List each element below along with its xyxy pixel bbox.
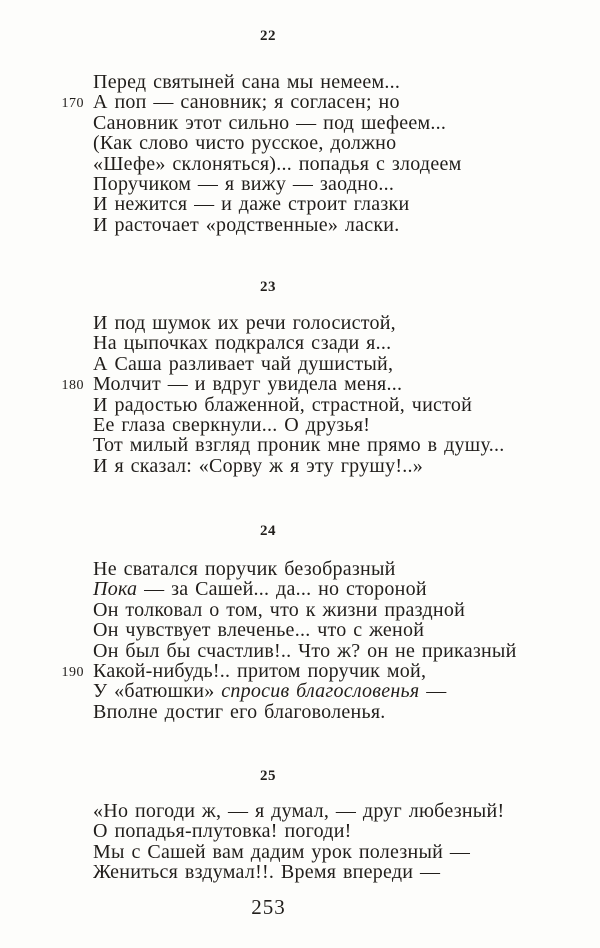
poem-line	[93, 435, 563, 455]
poem-line-text: Вполне достиг его благоволенья.	[93, 700, 386, 723]
poem-line	[93, 456, 563, 476]
stanza-lines	[61, 558, 563, 723]
poem-line	[61, 373, 563, 396]
poem-line-text: Молчит — и вдруг увидела меня...	[93, 373, 403, 396]
poem-line	[93, 333, 563, 353]
poem-line-text: Сановник этот сильно — под шефеем...	[93, 111, 447, 134]
poem-line-text: Пока — за Сашей... да... но стороной	[93, 578, 427, 601]
poem-line-text: И радостью блаженной, страстной, чистой	[93, 393, 473, 416]
poem-line	[93, 194, 563, 214]
poem-line	[93, 72, 563, 92]
line-number: 190	[61, 665, 84, 681]
poem-line-text: И под шумок их речи голосистой,	[93, 312, 396, 334]
poem-line	[93, 821, 563, 841]
poem-line-text: Он чувствует влеченье... что с женой	[93, 619, 425, 642]
page-number: 253	[251, 895, 286, 919]
poem-line-text: Ее глаза сверкнули... О друзья!	[93, 414, 371, 437]
poem-line-text: О попадья-плутовка! погоди!	[93, 820, 352, 843]
poem-line-text: Жениться вздумал!!. Время впереди —	[93, 861, 441, 884]
poem-line	[93, 154, 563, 174]
poem-line	[93, 702, 563, 722]
poem-line-text: И нежится — и даже строит глазки	[93, 193, 410, 216]
poem-line-text: Он был бы счастлив!.. Что ж? он не приказный	[93, 639, 517, 662]
poem-line-text: И расточает «родственные» ласки.	[93, 213, 400, 236]
stanza-number: 23	[260, 279, 276, 295]
poem-line	[93, 600, 563, 620]
poem-line	[93, 842, 563, 862]
poem-line	[93, 174, 563, 194]
poem-line-text: Тот милый взгляд проник мне прямо в душу...	[93, 434, 505, 457]
line-number: 170	[61, 96, 84, 112]
line-number: 180	[61, 378, 84, 394]
poem-line	[93, 579, 563, 599]
poem-line	[93, 133, 563, 153]
poem-line	[93, 415, 563, 435]
poem-line	[93, 113, 563, 133]
poem-line	[93, 681, 563, 701]
poem-line-text: У «батюшки» спросив благословенья —	[93, 680, 447, 703]
poem-line	[61, 660, 563, 683]
stanza-lines	[61, 71, 563, 236]
stanza-lines	[93, 801, 563, 883]
poem-line-text: На цыпочках подкрался сзади я...	[93, 332, 392, 355]
poem-line	[93, 862, 563, 882]
poem-line-text: Какой-нибудь!.. притом поручик мой,	[93, 660, 427, 683]
poem-line-text: (Как слово чисто русское, должно	[93, 132, 397, 155]
poem-line-text: Он толковал о том, что к жизни праздной	[93, 598, 466, 621]
poem-line-text: Перед святыней сана мы немеем...	[93, 71, 401, 93]
poem-line	[93, 395, 563, 415]
poem-line-text: А Саша разливает чай душистый,	[93, 352, 394, 375]
poem-line	[93, 801, 563, 821]
poem-line-text: И я сказал: «Сорву ж я эту грушу!..»	[93, 454, 423, 477]
poem-line-text: Мы с Сашей вам дадим урок полезный —	[93, 840, 471, 863]
poem-line	[93, 313, 563, 333]
poem-line	[93, 354, 563, 374]
stanza-number: 22	[260, 28, 276, 44]
poem-line-text: «Шефе» склоняться)... попадья с злодеем	[93, 152, 462, 175]
poem-line-text: Поручиком — я вижу — заодно...	[93, 173, 395, 196]
stanza-number: 24	[260, 523, 276, 539]
poem-line-text: Не сватался поручик безобразный	[93, 558, 396, 580]
poem-line-text: А поп — сановник; я согласен; но	[93, 91, 400, 114]
poem-line	[93, 215, 563, 235]
poem-line	[93, 559, 563, 579]
stanza-number: 25	[260, 768, 276, 784]
poem-line	[93, 620, 563, 640]
poem-line	[61, 91, 563, 114]
poem-line-text: «Но погоди ж, — я думал, — друг любезный!	[93, 800, 505, 822]
stanza-lines	[61, 312, 563, 477]
poem-line	[93, 641, 563, 661]
